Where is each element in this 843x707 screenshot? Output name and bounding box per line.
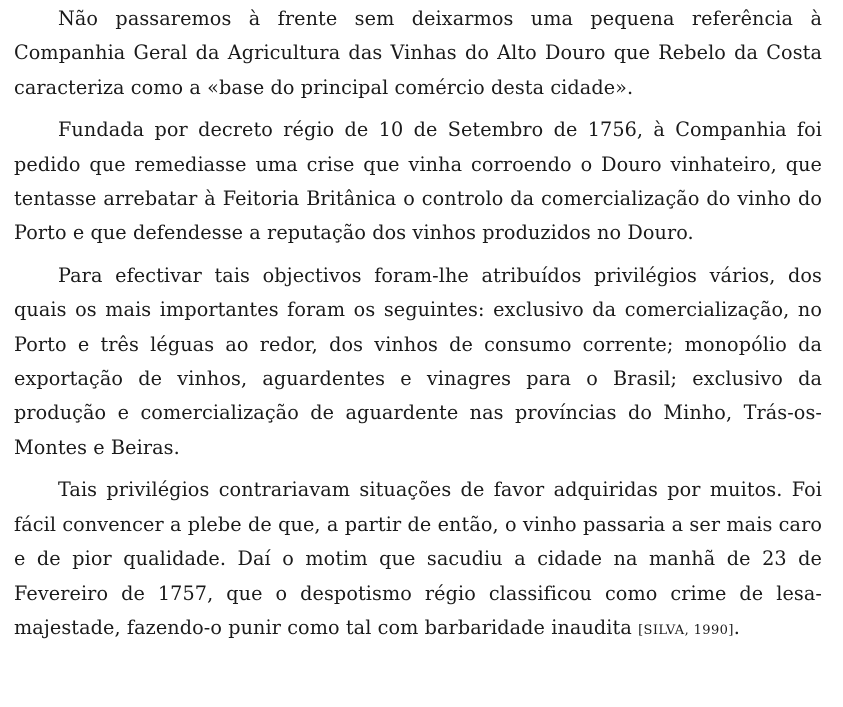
sentence-end: . xyxy=(733,615,740,639)
citation: [SILVA, 1990] xyxy=(638,622,734,638)
paragraph-text: Fundada por decreto régio de 10 de Setembro de 1756, à Companhia foi pedido que remediasse uma crise que vinha corroendo o Douro vinhateiro, que tentasse arrebatar à Feitoria Britânica o controlo da comercialização do vinho do Porto e que defendesse a reputação dos vinhos produzidos no Douro. xyxy=(14,118,822,245)
document-page xyxy=(14,2,822,648)
paragraph-fundada xyxy=(14,113,822,251)
paragraph-motim xyxy=(14,473,822,648)
paragraph-privilegios xyxy=(14,259,822,465)
paragraph-text: Não passaremos à frente sem deixarmos uma pequena referência à Companhia Geral da Agricultura das Vinhas do Alto Douro que Rebelo da Costa caracteriza como a «base do principal comércio desta cidade». xyxy=(14,7,822,99)
paragraph-companhia-intro xyxy=(14,2,822,105)
paragraph-text: Tais privilégios contrariavam situações de favor adquiridas por muitos. Foi fácil convencer a plebe de que, a partir de então, o vinho passaria a ser mais caro e de pior qualidade. Daí o motim que sacudiu a cidade na manhã de 23 de Fevereiro de 1757, que o despotismo régio classificou como crime de lesa-majestade, fazendo-o punir como tal com barbaridade inaudita xyxy=(14,478,822,639)
paragraph-text: Para efectivar tais objectivos foram-lhe atribuídos privilégios vários, dos quais os mais importantes foram os seguintes: exclusivo da comercialização, no Porto e três léguas ao redor, dos vinhos de consumo corrente; monopólio da exportação de vinhos, aguardentes e vinagres para o Brasil; exclusivo da produção e comercialização de aguardente nas províncias do Minho, Trás-os-Montes e Beiras. xyxy=(14,263,822,459)
